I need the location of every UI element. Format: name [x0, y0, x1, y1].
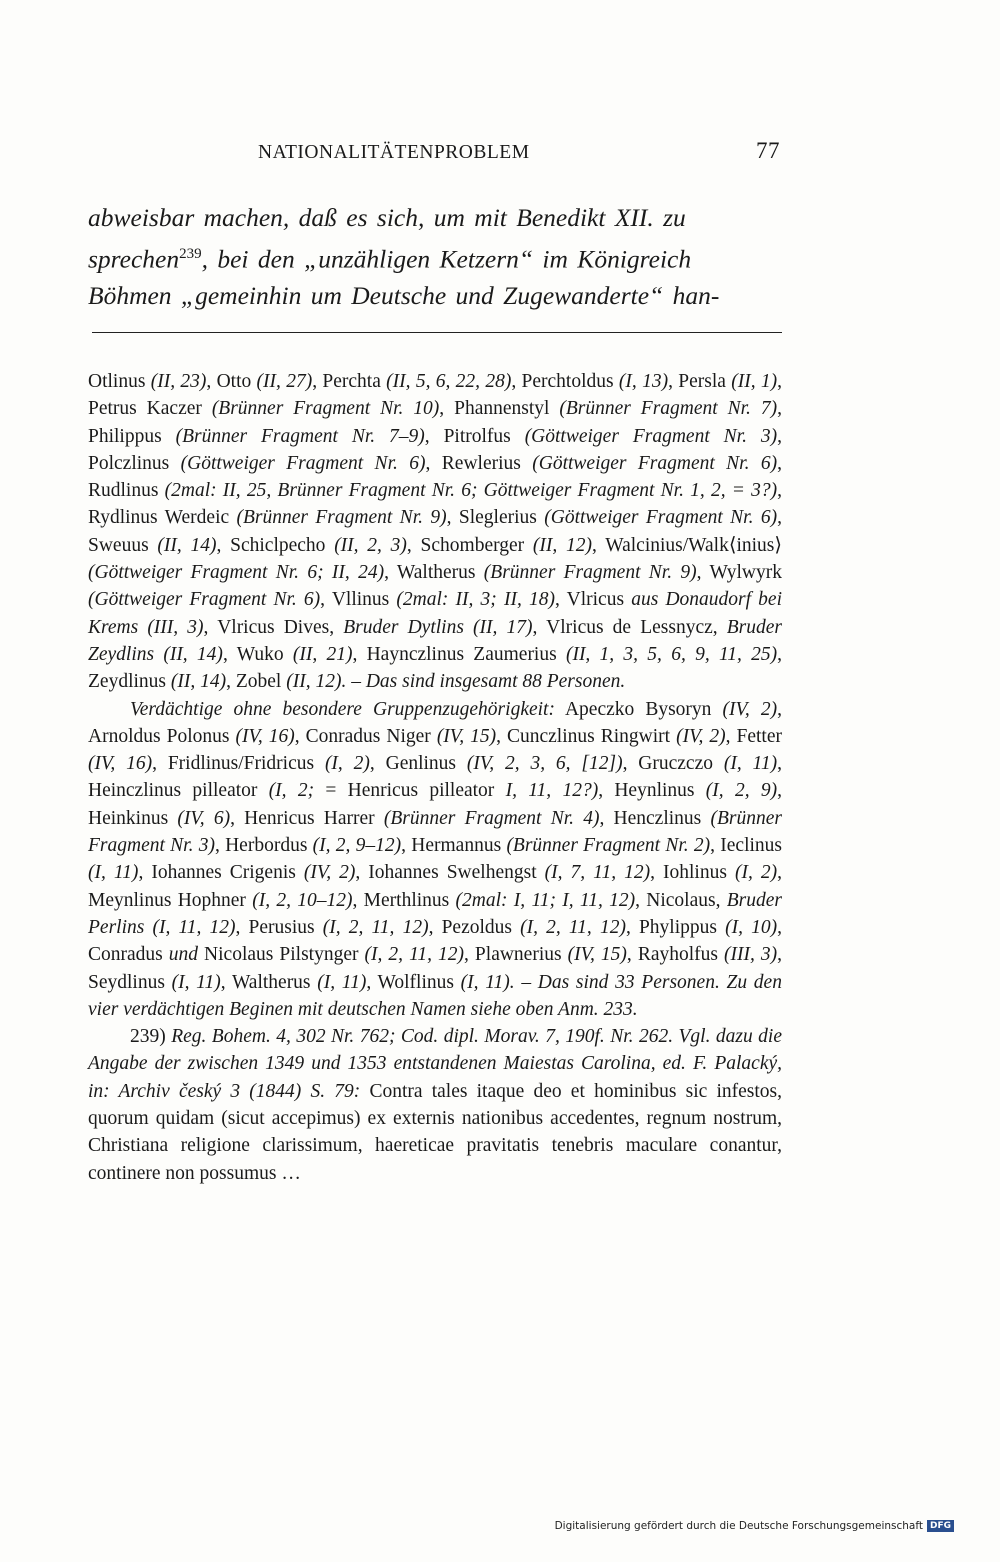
italic-run: (Göttweiger Fragment Nr. 6) — [532, 452, 778, 474]
footnote-paragraph — [88, 696, 782, 1024]
text-run: Otlinus — [88, 371, 151, 392]
page-number: 77 — [756, 138, 780, 163]
text-run: , Rydlinus Werdeic — [88, 480, 782, 529]
text-run: , Persla — [668, 371, 732, 392]
text-run: , Pezoldus — [428, 916, 521, 938]
italic-run: (I, 2, 11, 12) — [520, 916, 626, 938]
italic-run: (II, 2, 3) — [334, 534, 407, 556]
italic-run: (I, 11) — [317, 971, 367, 993]
italic-run: (I, 11) — [88, 862, 139, 884]
text-run: , Otto — [206, 371, 257, 392]
text-run: , Perchtoldus — [511, 371, 619, 392]
text-run: , Phylippus — [625, 916, 726, 938]
italic-run: (II, 14) — [170, 671, 227, 693]
footnote-239 — [88, 1023, 782, 1187]
italic-run: (IV, 6) — [177, 807, 231, 829]
text-run: 239) — [130, 1026, 172, 1048]
italic-run: (II, 1, 3, 5, 6, 9, 11, 25) — [565, 643, 778, 665]
main-text-line — [88, 236, 782, 278]
text-run: , Vlricus Dives, — [203, 616, 344, 638]
italic-run: (I, 7, 11, 12) — [544, 862, 651, 884]
italic-run: (IV, 2) — [722, 698, 778, 720]
italic-run: (II, 21) — [292, 643, 353, 665]
italic-run: I, 11, 12?) — [505, 780, 599, 802]
italic-run: (I, 13) — [618, 371, 669, 392]
footnotes — [88, 368, 782, 1187]
text-run: , Perchta — [312, 371, 387, 392]
text-run: , Perusius — [235, 916, 323, 938]
italic-run: (I, 2, 10–12) — [252, 889, 353, 911]
text-run: , Merthlinus — [352, 889, 456, 911]
text-run: , Walcinius/Walk⟨inius⟩ — [591, 534, 782, 556]
dfg-logo: DFG — [927, 1520, 954, 1532]
italic-run: (IV, 2) — [676, 725, 726, 747]
text-run: , Iohannes Swelhengst — [355, 862, 545, 884]
text-run: , Conradus Niger — [294, 725, 437, 747]
italic-run: (I, 11). – Das sind 33 Personen. Zu den vier verdächtigen Beginen mit deutschen Namen siehe oben Anm. 233. — [88, 971, 782, 1020]
text-run: , Schiclpecho — [216, 534, 335, 556]
italic-run: (IV, 15) — [567, 944, 627, 966]
text-run: , Vllinus — [320, 589, 397, 611]
text-run: , Schomberger — [406, 534, 533, 556]
text-run: , Heinczlinus pilleator — [88, 753, 782, 802]
italic-run: (I, 11) — [723, 753, 778, 775]
text-run: Contra tales itaque deo et hominibus sic infestos, quorum quidam (sicut accepimus) ex externis nationibus accedentes, regnum nostrum, Christiana religione clarissimum, haereticae pravitatis tenebris maculare conantur, continere non possumus … — [88, 1080, 782, 1184]
text-run: , Heynlinus — [598, 780, 706, 802]
text-run: , Vlricus de Lessnycz, — [532, 616, 727, 638]
text-run: , Fetter — [725, 725, 782, 747]
text-run: , Fridlinus/Fridricus — [152, 753, 325, 775]
footnote-separator — [92, 332, 782, 333]
digitization-credit — [555, 1520, 954, 1532]
text-run: , Rudlinus — [88, 452, 782, 502]
text-run: , Heinkinus — [88, 780, 782, 829]
italic-run: (I, 2) — [734, 862, 778, 884]
text-run: , Iohlinus — [650, 862, 735, 884]
italic-run: (I, 2, 11, 12) — [322, 916, 429, 938]
text-run: , Waltherus — [384, 562, 484, 584]
text-run: , Henczlinus — [599, 807, 711, 829]
text-run: , Zobel — [226, 671, 287, 693]
text-run: , Wuko — [222, 643, 293, 665]
text-run: , Genlinus — [369, 753, 467, 775]
text-run: , Rayholfus — [626, 944, 725, 966]
main-text-line: abweisbar machen, daß es sich, um mit Benedikt XII. zu — [88, 203, 686, 232]
italic-run: (Brünner Fragment Nr. 3) — [88, 807, 782, 857]
italic-run: (2mal: II, 25, Brünner Fragment Nr. 6; Göttweiger Fragment Nr. 1, 2, = 3?) — [164, 480, 778, 502]
italic-run: (Göttweiger Fragment Nr. 3) — [524, 425, 778, 447]
italic-run: (Göttweiger Fragment Nr. 6; II, 24) — [88, 562, 385, 584]
italic-run: (Brünner Fragment Nr. 9) — [236, 507, 447, 529]
italic-run: Bruder Perlins (I, 11, 12) — [88, 889, 782, 938]
main-text — [88, 200, 782, 314]
italic-run: (Göttweiger Fragment Nr. 6) — [544, 507, 778, 529]
text-run: , Pitrolfus — [424, 425, 525, 447]
text-run: , Sleglerius — [446, 507, 545, 529]
italic-run: (III, 3) — [724, 944, 778, 966]
italic-run: (Brünner Fragment Nr. 9) — [483, 562, 697, 584]
text-run: Apeczko Bysoryn — [554, 698, 723, 720]
text-run: , Wolflinus — [366, 971, 461, 993]
text-run: , Herbordus — [214, 835, 313, 857]
text-run: , Philippus — [88, 398, 782, 447]
text-run: , Nicolaus, — [635, 889, 727, 911]
italic-run: und — [168, 944, 199, 966]
main-text-line: Böhmen „gemeinhin um Deutsche und Zugewanderte“ han- — [88, 280, 720, 310]
italic-run: (Brünner Fragment Nr. 4) — [383, 807, 600, 829]
footnote-paragraph — [88, 368, 782, 696]
italic-run: Bruder Zeydlins (II, 14) — [88, 616, 783, 665]
text-run: , Wylwyrk — [696, 562, 782, 584]
italic-run: (II, 1) — [731, 371, 778, 392]
text-run: , Seydlinus — [88, 944, 783, 993]
text-run: , Cunczlinus Ringwirt — [496, 725, 677, 747]
text-run: , Phannenstyl — [439, 398, 560, 420]
italic-run: (Brünner Fragment Nr. 10) — [211, 398, 440, 420]
italic-run: (I, 2, 11, 12) — [364, 944, 465, 966]
italic-run: (Brünner Fragment Nr. 7) — [559, 398, 778, 420]
italic-run: (IV, 16) — [235, 725, 295, 747]
italic-run: (I, 10) — [725, 916, 778, 938]
italic-run: (I, 2; — [268, 780, 315, 802]
text-run: , Arnoldus Polonus — [88, 698, 782, 747]
italic-run: (IV, 15) — [436, 725, 497, 747]
text-run: , Zeydlinus — [88, 643, 782, 693]
text-run: , Meynlinus Hophner — [88, 862, 782, 911]
italic-run: (II, 23) — [150, 371, 207, 392]
italic-run: (Brünner Fragment Nr. 2) — [506, 835, 711, 857]
italic-run: (2mal: I, 11; I, 11, 12) — [455, 889, 636, 911]
italic-run: (II, 14) — [157, 534, 217, 556]
running-title: NATIONALITÄTENPROBLEM — [258, 142, 530, 163]
main-text-fragment: sprechen — [88, 244, 180, 274]
italic-run: (I, 2, 9–12) — [312, 835, 402, 857]
text-run: , Henricus Harrer — [230, 807, 384, 829]
text-run: , Polczlinus — [88, 425, 782, 474]
italic-run: (2mal: II, 3; II, 18) — [396, 589, 555, 611]
italic-run: (IV, 16) — [88, 753, 153, 775]
text-run: , Rewlerius — [425, 452, 533, 474]
text-run: Nicolaus Pilstynger — [198, 944, 365, 966]
italic-run: Verdächtige ohne besondere Gruppenzugehörigkeit: — [130, 698, 555, 720]
italic-run: (II, 12) — [532, 534, 592, 556]
italic-run: (II, 27) — [256, 371, 313, 392]
italic-run: Reg. Bohem. 4, 302 Nr. 762; Cod. dipl. Morav. 7, 190f. Nr. 262. Vgl. dazu die Angabe der zwischen 1349 und 1353 entstandenen Maiestas Carolina, ed. F. Palacký, in: Archiv český 3 (1844) S. 79: — [88, 1026, 782, 1102]
italic-run: (II, 12). – Das sind insgesamt 88 Personen. — [286, 671, 626, 693]
footnote-reference: 239 — [179, 246, 202, 262]
italic-run: (I, 2) — [324, 753, 370, 775]
text-run: , Gruczczo — [622, 753, 724, 775]
italic-run: (IV, 2) — [303, 862, 356, 884]
text-run: , Plawnerius — [464, 944, 568, 966]
text-run: , Haynczlinus Zaumerius — [352, 643, 566, 665]
main-text-fragment: , bei den „unzähligen Ketzern“ im Königreich — [201, 244, 692, 274]
text-run: , Ieclinus — [710, 835, 782, 857]
italic-run: (IV, 2, 3, 6, [12]) — [466, 753, 623, 775]
italic-run: (II, 5, 6, 22, 28) — [386, 371, 512, 392]
italic-run: (Göttweiger Fragment Nr. 6) — [180, 452, 426, 474]
credit-text: Digitalisierung gefördert durch die Deutsche Forschungsgemeinschaft — [554, 1520, 923, 1532]
text-run: , Sweuus — [88, 507, 782, 556]
text-run: , Waltherus — [220, 971, 318, 993]
text-run: = Henricus pilleator — [314, 780, 506, 802]
text-run: , Vlricus — [554, 589, 632, 611]
text-run: , Petrus Kaczer — [88, 371, 782, 420]
italic-run: (Brünner Fragment Nr. 7–9) — [175, 425, 425, 447]
italic-run: Bruder Dytlins (II, 17) — [343, 616, 533, 638]
text-run: , Conradus — [88, 916, 782, 966]
italic-run: (I, 2, 9) — [705, 780, 778, 802]
text-run: , Iohannes Crigenis — [138, 862, 304, 884]
text-run: , Hermannus — [401, 835, 507, 857]
italic-run: (Göttweiger Fragment Nr. 6) — [88, 589, 321, 611]
italic-run: aus Donaudorf bei Krems (III, 3) — [88, 589, 783, 638]
italic-run: (I, 11) — [171, 971, 221, 993]
